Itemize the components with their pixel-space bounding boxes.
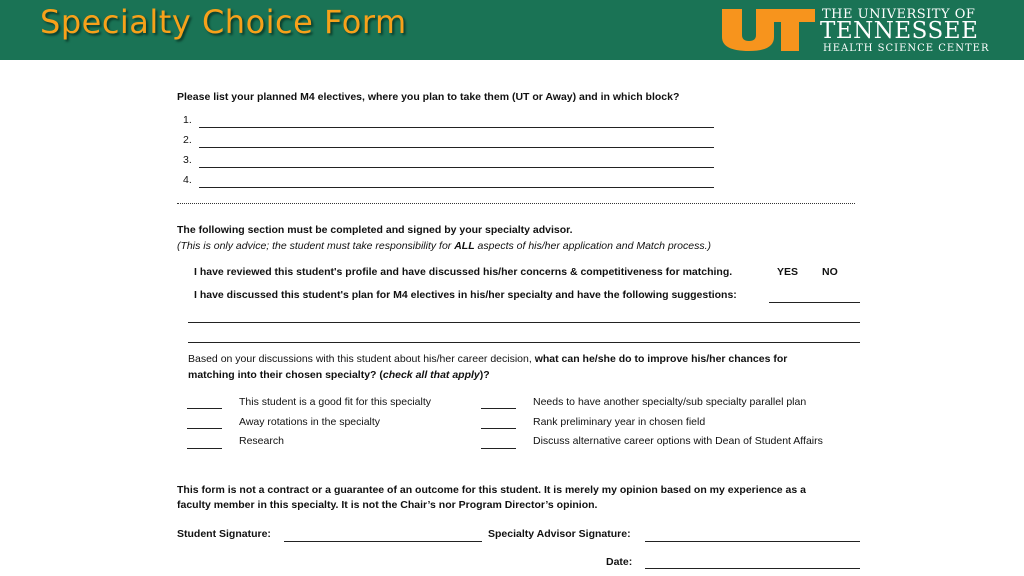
discussed-statement: I have discussed this student's plan for M4 electives in his/her specialty and have the following suggestions: xyxy=(194,289,737,301)
ut-logo xyxy=(720,7,1020,55)
advisor-heading: The following section must be completed and signed by your specialty advisor. xyxy=(177,224,573,236)
date-line[interactable] xyxy=(645,568,860,569)
check-blank-left-3[interactable] xyxy=(187,448,222,449)
student-signature-label: Student Signature: xyxy=(177,528,271,540)
electives-question: Please list your planned M4 electives, where you plan to take them (UT or Away) and in which block? xyxy=(177,91,680,103)
elective-line-1[interactable] xyxy=(199,127,714,128)
logo-line-2: TENNESSEE xyxy=(820,18,979,44)
advisor-note: (This is only advice; the student must take responsibility for ALL aspects of his/her application and Match process.) xyxy=(177,240,712,252)
advisor-signature-label: Specialty Advisor Signature: xyxy=(488,528,631,540)
yes-option[interactable]: YES xyxy=(777,266,799,278)
elective-line-3[interactable] xyxy=(199,167,714,168)
option-left-3: Research xyxy=(239,435,284,447)
improve-question-line-2: matching into their chosen specialty? (check all that apply)? xyxy=(188,369,490,381)
advisor-signature-line[interactable] xyxy=(645,541,860,542)
check-blank-right-1[interactable] xyxy=(481,408,516,409)
option-left-2: Away rotations in the specialty xyxy=(239,416,381,428)
suggestions-line-1[interactable] xyxy=(769,302,860,303)
elective-number-1: 1. xyxy=(183,114,192,126)
page-title: Specialty Choice Form xyxy=(40,3,407,41)
option-right-3: Discuss alternative career options with Dean of Student Affairs xyxy=(533,435,823,447)
logo-line-3: HEALTH SCIENCE CENTER xyxy=(823,43,990,54)
header-bar xyxy=(0,0,1024,60)
option-left-1: This student is a good fit for this specialty xyxy=(239,396,432,408)
option-right-1: Needs to have another specialty/sub specialty parallel plan xyxy=(533,396,807,408)
elective-number-2: 2. xyxy=(183,134,192,146)
disclaimer-line-2: faculty member in this specialty. It is not the Chair’s nor Program Director’s opinion. xyxy=(177,499,598,511)
check-blank-left-1[interactable] xyxy=(187,408,222,409)
suggestions-line-3[interactable] xyxy=(188,342,860,343)
improve-question-line-1: Based on your discussions with this student about his/her career decision, what can he/she do to improve his/her chances for xyxy=(188,353,788,365)
check-blank-left-2[interactable] xyxy=(187,428,222,429)
section-divider xyxy=(177,203,855,204)
date-label: Date: xyxy=(606,556,633,568)
elective-line-2[interactable] xyxy=(199,147,714,148)
logo-line-1: THE UNIVERSITY OF xyxy=(822,7,976,22)
elective-number-3: 3. xyxy=(183,154,192,166)
no-option[interactable]: NO xyxy=(822,266,838,278)
student-signature-line[interactable] xyxy=(284,541,482,542)
suggestions-line-2[interactable] xyxy=(188,322,860,323)
option-right-2: Rank preliminary year in chosen field xyxy=(533,416,706,428)
disclaimer-line-1: This form is not a contract or a guarantee of an outcome for this student. It is merely my opinion based on my experience as a xyxy=(177,484,806,496)
elective-number-4: 4. xyxy=(183,174,192,186)
reviewed-statement: I have reviewed this student's profile and have discussed his/her concerns & competitiveness for matching. xyxy=(194,266,733,278)
ut-logo-icon xyxy=(720,7,816,53)
check-blank-right-3[interactable] xyxy=(481,448,516,449)
elective-line-4[interactable] xyxy=(199,187,714,188)
check-blank-right-2[interactable] xyxy=(481,428,516,429)
